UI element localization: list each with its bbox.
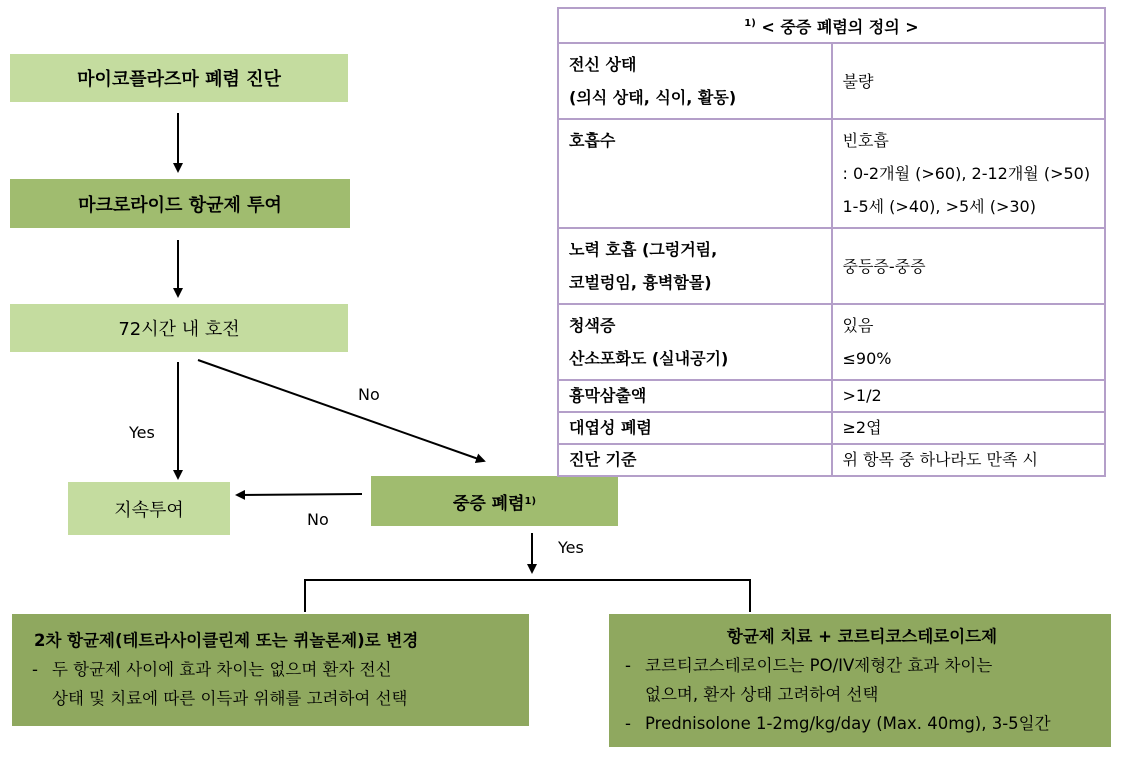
table-row [558, 412, 1105, 444]
criterion-value: 있음 ≤90% [832, 304, 1106, 380]
diagnosis-text: 마이코플라즈마 폐렴 진단 [77, 69, 281, 90]
bullet-dash: - [625, 656, 631, 675]
bullet-dash: - [32, 660, 38, 679]
corticosteroid-bullet1-line2: 없으며, 환자 상태 고려하여 선택 [645, 685, 879, 704]
second-line-bullet [32, 655, 513, 713]
criterion-name: 노력 호흡 (그렁거림, 코벌렁임, 흉벽함몰) [558, 228, 832, 304]
criterion-name: 대엽성 폐렴 [558, 412, 832, 444]
continue-text: 지속투여 [114, 499, 184, 521]
second-line-title: 2차 항균제(테트라사이클린제 또는 퀴놀론제)로 변경 [34, 631, 419, 650]
improve-72h-box [10, 304, 348, 352]
corticosteroid-bullet1-line1: 코르티코스테로이드는 PO/IV제형간 효과 차이는 [645, 656, 993, 675]
criterion-name: 흉막삼출액 [558, 380, 832, 412]
criterion-name: 전신 상태 (의식 상태, 식이, 활동) [558, 43, 832, 119]
criterion-value: 빈호흡 : 0-2개월 (>60), 2-12개월 (>50) 1-5세 (>40), >5세 (>30) [832, 119, 1106, 228]
table-row [558, 444, 1105, 476]
table-row [558, 43, 1105, 119]
second-line-bullet-line1: 두 항균제 사이에 효과 차이는 없으며 환자 전신 [52, 660, 392, 679]
criteria-footnote-mark: 1) [744, 18, 756, 29]
severe-pneumonia-criteria-table [557, 7, 1106, 477]
no-label-severe: No [307, 510, 329, 529]
branch-connector [305, 580, 750, 612]
severe-pneumonia-box [371, 476, 618, 526]
severe-text: 중증 폐렴 [452, 493, 525, 514]
table-row [558, 119, 1105, 228]
criteria-title: $^{1)}$ < 중증 폐렴의 정의 > [558, 8, 1105, 43]
arrow-severe-no-to-continue [237, 494, 362, 495]
criterion-name: 호흡수 [558, 119, 832, 228]
second-line-antibiotic-panel [12, 614, 529, 726]
yes-label-severe: Yes [558, 538, 584, 557]
criterion-value: ≥2엽 [832, 412, 1106, 444]
criterion-value: >1/2 [832, 380, 1106, 412]
criterion-value: 불량 [832, 43, 1106, 119]
table-row [558, 304, 1105, 380]
criterion-value: 중등증-중증 [832, 228, 1106, 304]
table-row [558, 380, 1105, 412]
macrolide-box [10, 179, 350, 228]
continue-box [68, 482, 230, 535]
criteria-title-row [558, 8, 1105, 43]
corticosteroid-bullet2-text: Prednisolone 1-2mg/kg/day (Max. 40mg), 3-5일간 [645, 714, 1051, 733]
corticosteroid-title: 항균제 치료 + 코르티코스테로이드제 [726, 627, 998, 646]
severe-footnote-mark: 1) [524, 495, 537, 507]
arrow-72h-no-to-severe [198, 360, 484, 461]
corticosteroid-bullet-1 [625, 651, 1099, 709]
criterion-name: 진단 기준 [558, 444, 832, 476]
no-label-72h: No [358, 385, 380, 404]
yes-label-72h: Yes [129, 423, 155, 442]
table-row [558, 228, 1105, 304]
criterion-name: 청색증 산소포화도 (실내공기) [558, 304, 832, 380]
criterion-value: 위 항목 중 하나라도 만족 시 [832, 444, 1106, 476]
improve-72h-text: 72시간 내 호전 [118, 319, 240, 340]
macrolide-text: 마크로라이드 항균제 투여 [78, 194, 282, 216]
bullet-dash: - [625, 714, 631, 733]
diagnosis-box [10, 54, 348, 102]
corticosteroid-bullet-2 [625, 709, 1099, 738]
corticosteroid-panel [609, 614, 1111, 747]
second-line-bullet-line2: 상태 및 치료에 따른 이득과 위해를 고려하여 선택 [52, 689, 408, 708]
